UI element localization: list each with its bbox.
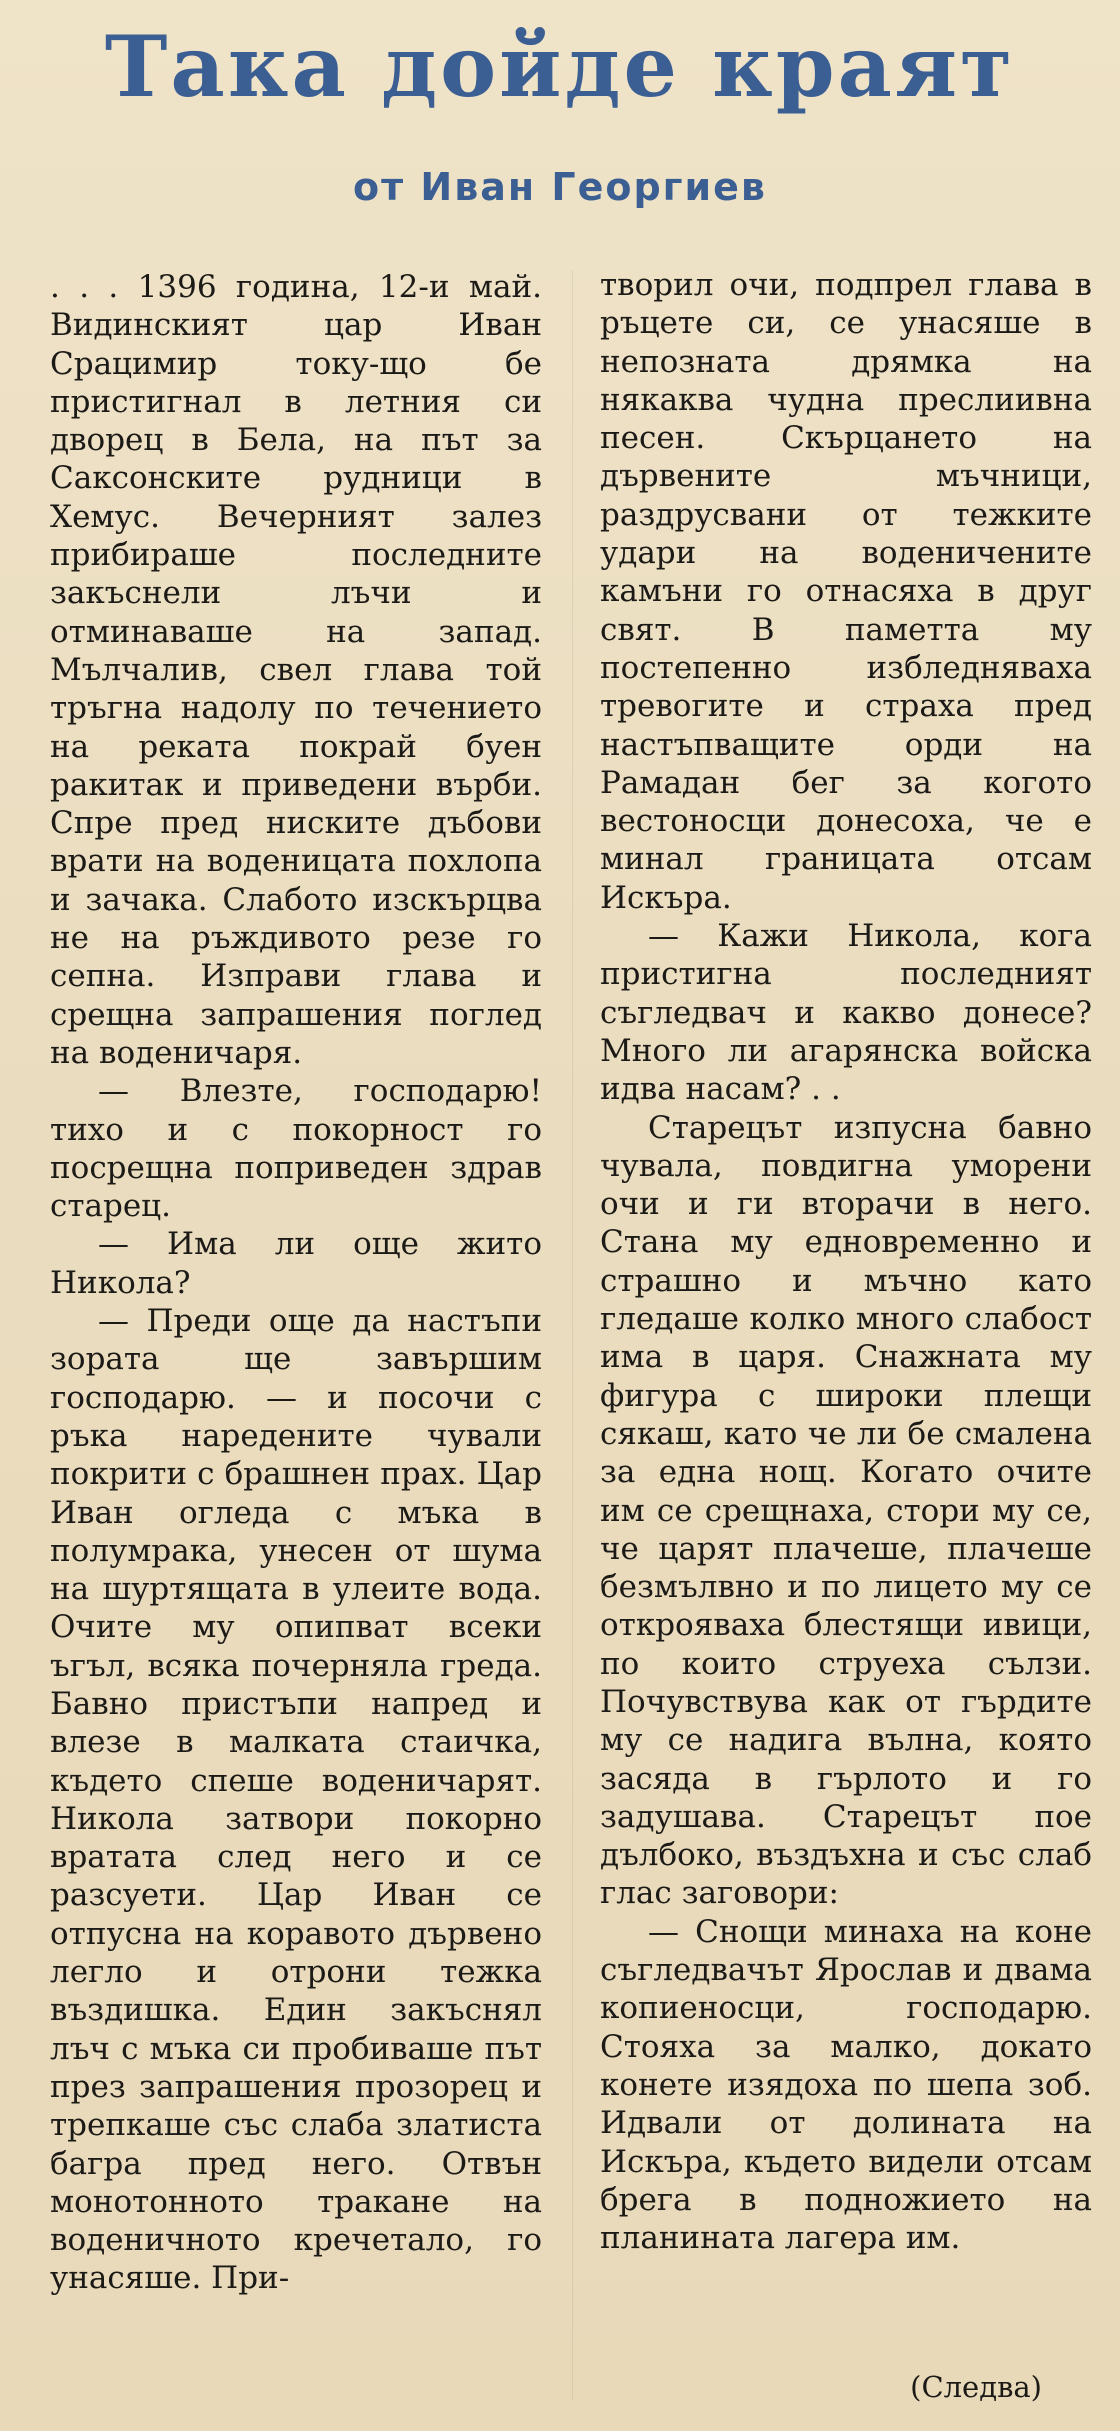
- article-byline: от Иван Георгиев: [353, 165, 767, 209]
- paragraph: . . . 1396 година, 12-и май. Видинският цар Иван Срацимир току-що бе пристигнал в летния си дворец в Бела, на път за Саксонските рудници в Хемус. Вечерният залез прибираше последните закъснели лъчи и отминаваше на запад. Мълчалив, свел глава той тръгна надолу по течението на реката покрай буен ракитак и приведени върби. Спре пред ниските дъбови врати на воденицата похлопа и зачака. Слабото изскърцва не на ръждивото резе го сепна. Изправи глава и срещна запрашения поглед на воденичаря.: [50, 269, 542, 1071]
- paragraph: творил очи, подпрел глава в ръцете си, се унасяше в непозната дрямка на някаква чудна преслиивна песен. Скърцането на дървените мъчници, раздрусвани от тежките удари на воденичените камъни го отнасяха в друг свят. В паметта му постепенно избледняваха тревогите и страха пред настъпващите орди на Рамадан бег за когото вестоносци донесоха, че е минал границата отсам Искъра.: [600, 267, 1092, 916]
- paragraph: — Влезте, господарю! тихо и с покорност го посрещна поприведен здрав старец.: [50, 1073, 542, 1225]
- column-divider: [572, 270, 573, 2400]
- paragraph: — Снощи минаха на коне съгледвачът Ярослав и двама копиеносци, господарю. Стояха за малко, докато конете изядоха по шепа зоб. Идвали от долината на Искъра, където видели отсам брега в подножието на планината лагера им.: [600, 1913, 1092, 2257]
- paragraph: — Има ли още жито Никола?: [50, 1226, 542, 1301]
- continued-note: (Следва): [910, 2370, 1042, 2404]
- paragraph: — Преди още да настъпи зората ще завършим господарю. — и посочи с ръка наредените чували покрити с брашнен прах. Цар Иван огледа с мъка в полумрака, унесен от шума на шуртящата в улеите вода. Очите му опипват всеки ъгъл, всяка почерняла греда. Бавно пристъпи напред и влезе в малката стаичка, където спеше воденичарят. Никола затвори покорно вратата след него и се разсуети. Цар Иван се отпусна на коравото дървено легло и отрони тежка въздишка. Един закъснял лъч с мъка си пробиваше път през запрашения прозорец и трепкаше със слаба златиста багра пред него. Отвън монотонното тракане на воденичното кречетало, го унасяше. При-: [50, 1303, 542, 2297]
- article-title: Така дойде краят: [104, 17, 1016, 116]
- paragraph: — Кажи Никола, кога пристигна последният съгледвач и какво донесе? Много ли агарянска войска идва насам? . .: [600, 918, 1092, 1108]
- left-column: [50, 268, 542, 2298]
- right-column: [600, 266, 1092, 2257]
- paragraph: Старецът изпусна бавно чувала, повдигна уморени очи и ги вторачи в него. Стана му едновременно и страшно и мъчно като гледаше колко много слабост има в царя. Снажната му фигура с широки плещи сякаш, като че ли бе смалена за една нощ. Когато очите им се срещнаха, стори му се, че царят плачеше, плачеше безмълвно и по лицето му се открояваха блестящи ивици, по които струеха сълзи. Почувствува как от гърдите му се надига вълна, която засяда в гърлото и го задушава. Старецът пое дълбоко, въздъхна и със слаб глас заговори:: [600, 1109, 1092, 1912]
